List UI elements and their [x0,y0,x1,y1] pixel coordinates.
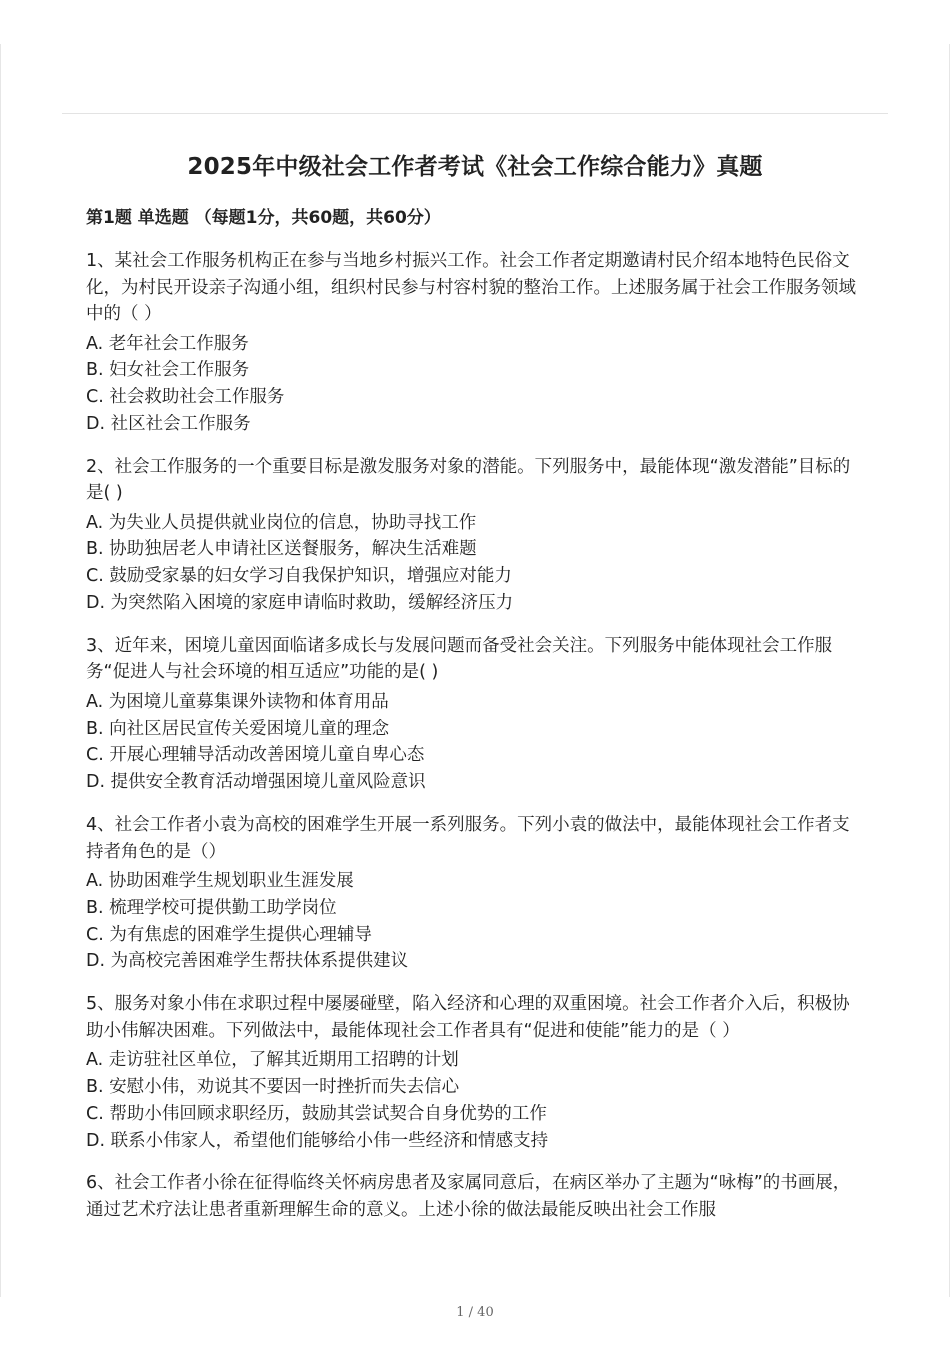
question-1 [86,248,858,438]
question-6 [86,1170,858,1223]
question-5 [86,991,858,1154]
option-c: C. 帮助小伟回顾求职经历，鼓励其尝试契合自身优势的工作 [86,1103,547,1124]
option-b: B. 梳理学校可提供勤工助学岗位 [86,897,337,918]
option-a: A. 协助困难学生规划职业生涯发展 [86,871,354,892]
question-stem: 6、社会工作者小徐在征得临终关怀病房患者及家属同意后，在病区举办了主题为“咏梅”的书画展，通过艺术疗法让患者重新理解生命的意义。上述小徐的做法最能反映出社会工作服 [86,1173,851,1220]
option-c: C. 鼓励受家暴的妇女学习自我保护知识，增强应对能力 [86,566,512,587]
option-a: A. 走访驻社区单位，了解其近期用工招聘的计划 [86,1050,459,1071]
option-d: D. 为突然陷入困境的家庭申请临时救助，缓解经济压力 [86,593,514,614]
option-a: A. 为困境儿童募集课外读物和体育用品 [86,691,389,712]
page-indicator: 1 / 40 [456,1305,494,1320]
option-b: B. 协助独居老人申请社区送餐服务，解决生活难题 [86,539,477,560]
option-c: C. 开展心理辅导活动改善困境儿童自卑心态 [86,745,425,766]
option-a: A. 老年社会工作服务 [86,333,249,354]
header-divider [62,113,888,114]
question-4 [86,812,858,975]
question-stem: 2、社会工作服务的一个重要目标是激发服务对象的潜能。下列服务中，最能体现“激发潜能”目标的是( ) [86,456,851,504]
option-c: C. 社会救助社会工作服务 [86,387,285,408]
question-list [86,248,858,1239]
option-b: B. 妇女社会工作服务 [86,360,250,381]
question-stem: 3、近年来，困境儿童因面临诸多成长与发展问题而备受社会关注。下列服务中能体现社会工作服务“促进人与社会环境的相互适应”功能的是( ) [86,635,833,683]
question-3 [86,633,858,796]
option-d: D. 为高校完善困难学生帮扶体系提供建议 [86,951,409,972]
option-d: D. 联系小伟家人，希望他们能够给小伟一些经济和情感支持 [86,1130,549,1151]
question-2 [86,454,858,617]
option-c: C. 为有焦虑的困难学生提供心理辅导 [86,924,372,945]
option-d: D. 社区社会工作服务 [86,413,251,434]
option-b: B. 向社区居民宣传关爱困境儿童的理念 [86,718,390,739]
question-stem: 1、某社会工作服务机构正在参与当地乡村振兴工作。社会工作者定期邀请村民介绍本地特色民俗文化，为村民开设亲子沟通小组，组织村民参与村容村貌的整治工作。上述服务属于社会工作服务领域中的（ ） [86,251,856,324]
option-b: B. 安慰小伟，劝说其不要因一时挫折而失去信心 [86,1077,460,1098]
question-stem: 5、服务对象小伟在求职过程中屡屡碰壁，陷入经济和心理的双重困境。社会工作者介入后，积极协助小伟解决困难。下列做法中，最能体现社会工作者具有“促进和使能”能力的是（ ） [86,994,850,1041]
question-stem: 4、社会工作者小袁为高校的困难学生开展一系列服务。下列小袁的做法中，最能体现社会工作者支持者角色的是（） [86,815,850,862]
section-heading: 第1题 单选题 （每题1分，共60题，共60分） [86,208,441,228]
option-a: A. 为失业人员提供就业岗位的信息，协助寻找工作 [86,512,477,533]
option-d: D. 提供安全教育活动增强困境儿童风险意识 [86,772,426,793]
document-title: 2025年中级社会工作者考试《社会工作综合能力》真题 [187,154,763,180]
